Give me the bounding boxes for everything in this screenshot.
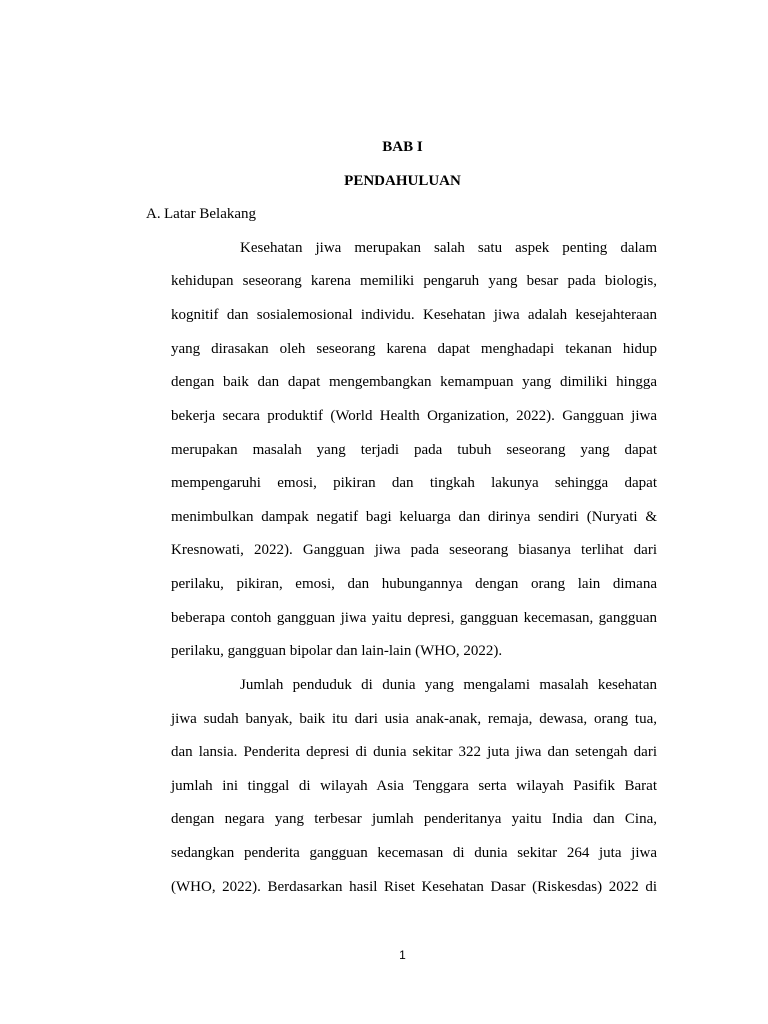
paragraph-line: dengan baik dan dapat mengembangkan kemampuan yang dimiliki hingga <box>171 374 657 390</box>
page-number: 1 <box>399 948 406 962</box>
paragraph-line: bekerja secara produktif (World Health Organization, 2022). Gangguan jiwa <box>171 408 657 424</box>
chapter-heading: BAB I <box>382 139 423 155</box>
paragraph-line: Kresnowati, 2022). Gangguan jiwa pada seseorang biasanya terlihat dari <box>171 542 657 558</box>
paragraph-line: Kesehatan jiwa merupakan salah satu aspek penting dalam <box>240 240 657 256</box>
paragraph-line: jiwa sudah banyak, baik itu dari usia anak-anak, remaja, dewasa, orang tua, <box>171 711 657 727</box>
paragraph-line: yang dirasakan oleh seseorang karena dapat menghadapi tekanan hidup <box>171 341 657 357</box>
paragraph-line: kehidupan seseorang karena memiliki pengaruh yang besar pada biologis, <box>171 273 657 289</box>
paragraph-line: menimbulkan dampak negatif bagi keluarga dan dirinya sendiri (Nuryati & <box>171 509 657 525</box>
paragraph-line: perilaku, pikiran, emosi, dan hubungannya dengan orang lain dimana <box>171 576 657 592</box>
paragraph-line: kognitif dan sosialemosional individu. Kesehatan jiwa adalah kesejahteraan <box>171 307 657 323</box>
paragraph-line: merupakan masalah yang terjadi pada tubuh seseorang yang dapat <box>171 442 657 458</box>
paragraph-line: mempengaruhi emosi, pikiran dan tingkah lakunya sehingga dapat <box>171 475 657 491</box>
chapter-title: PENDAHULUAN <box>344 173 461 189</box>
section-number: A. <box>146 206 161 222</box>
section-label: Latar Belakang <box>164 206 257 222</box>
paragraph-line: dan lansia. Penderita depresi di dunia sekitar 322 juta jiwa dan setengah dari <box>171 744 657 760</box>
paragraph-line: sedangkan penderita gangguan kecemasan di dunia sekitar 264 juta jiwa <box>171 845 657 861</box>
paragraph-line: (WHO, 2022). Berdasarkan hasil Riset Kesehatan Dasar (Riskesdas) 2022 di <box>171 879 657 895</box>
paragraph-line: perilaku, gangguan bipolar dan lain-lain (WHO, 2022). <box>171 643 503 659</box>
paragraph-line: dengan negara yang terbesar jumlah penderitanya yaitu India dan Cina, <box>171 811 657 827</box>
section-heading <box>146 205 256 223</box>
paragraph-line: beberapa contoh gangguan jiwa yaitu depresi, gangguan kecemasan, gangguan <box>171 610 657 626</box>
paragraph-line: jumlah ini tinggal di wilayah Asia Tenggara serta wilayah Pasifik Barat <box>171 778 657 794</box>
paragraph-line: Jumlah penduduk di dunia yang mengalami masalah kesehatan <box>240 677 657 693</box>
